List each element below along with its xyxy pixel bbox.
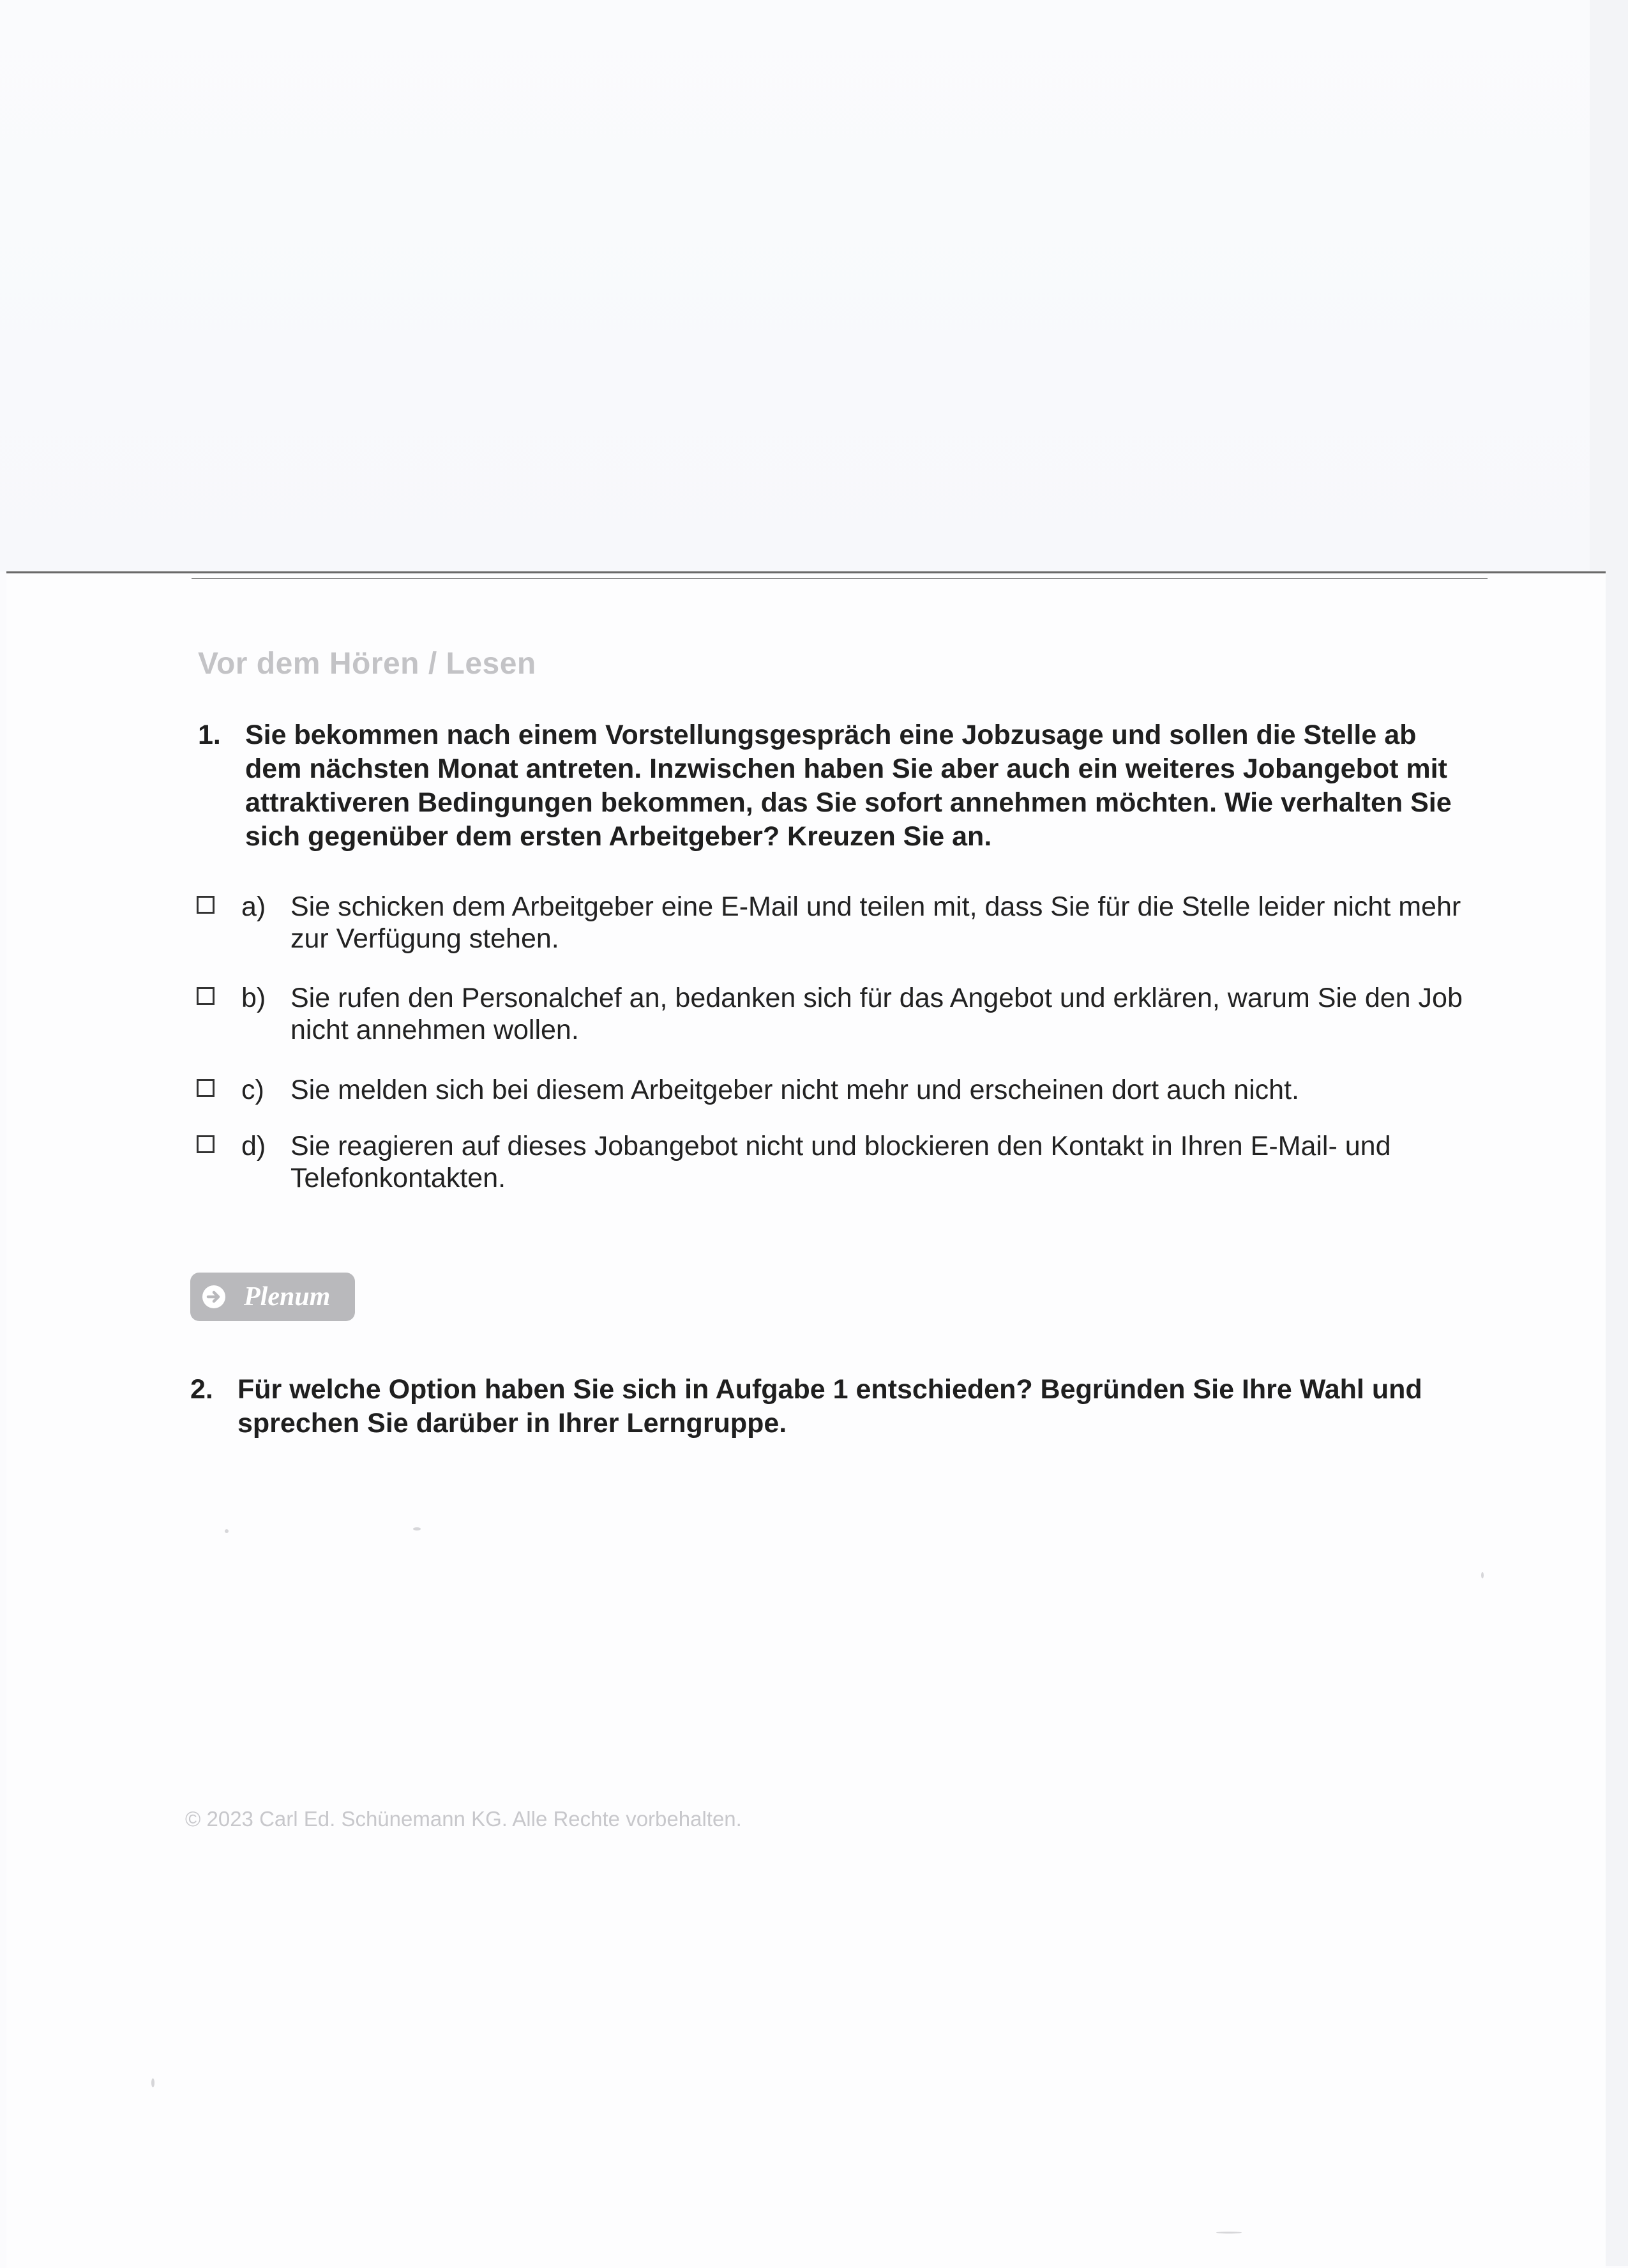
option-b-letter: b) bbox=[241, 983, 266, 1013]
scan-background-top bbox=[0, 0, 1590, 571]
task-1-number: 1. bbox=[198, 720, 221, 750]
option-c-checkbox[interactable] bbox=[197, 1079, 215, 1097]
task-1 bbox=[198, 718, 1475, 865]
scan-speck bbox=[1216, 2232, 1242, 2234]
option-b-checkbox[interactable] bbox=[197, 987, 215, 1005]
scan-speck bbox=[1481, 1572, 1484, 1578]
option-d-checkbox[interactable] bbox=[197, 1135, 215, 1153]
plenum-label: Plenum bbox=[244, 1282, 331, 1312]
option-a bbox=[197, 891, 1473, 961]
page-fold-line bbox=[192, 578, 1488, 579]
option-c bbox=[197, 1074, 1473, 1112]
option-b-text: Sie rufen den Personalchef an, bedanken sich für das Angebot und erklären, warum Sie den Job nicht annehmen wollen. bbox=[290, 983, 1463, 1045]
option-d-letter: d) bbox=[241, 1131, 266, 1161]
option-d bbox=[197, 1130, 1473, 1200]
task-1-text: Sie bekommen nach einem Vorstellungsgespräch eine Jobzusage und sollen die Stelle ab dem nächsten Monat antreten. Inzwischen haben Sie aber auch ein weiteres Jobangebot mit attraktiveren Bedingungen bekommen, das Sie sofort annehmen möchten. Wie verhalten Sie sich gegenüber dem ersten Arbeitgeber? Kreuzen Sie an. bbox=[245, 720, 1452, 852]
option-b bbox=[197, 982, 1473, 1052]
option-d-text: Sie reagieren auf dieses Jobangebot nicht und blockieren den Kontakt in Ihren E-Mail- und Telefonkontakten. bbox=[290, 1131, 1391, 1193]
option-a-checkbox[interactable] bbox=[197, 896, 215, 914]
scan-speck bbox=[225, 1529, 229, 1533]
arrow-right-circle-icon bbox=[202, 1285, 226, 1309]
task-2-text: Für welche Option haben Sie sich in Aufgabe 1 entschieden? Begründen Sie Ihre Wahl und sprechen Sie darüber in Ihrer Lerngruppe. bbox=[237, 1374, 1422, 1439]
option-c-letter: c) bbox=[241, 1075, 264, 1105]
task-2-number: 2. bbox=[190, 1374, 213, 1405]
option-a-text: Sie schicken dem Arbeitgeber eine E-Mail und teilen mit, dass Sie für die Stelle leider nicht mehr zur Verfügung stehen. bbox=[290, 891, 1461, 954]
plenum-badge bbox=[190, 1273, 355, 1321]
scan-speck bbox=[413, 1527, 421, 1531]
scan-speck bbox=[151, 2078, 155, 2087]
section-title: Vor dem Hören / Lesen bbox=[198, 647, 536, 681]
option-a-letter: a) bbox=[241, 891, 266, 922]
copyright-notice: © 2023 Carl Ed. Schünemann KG. Alle Rechte vorbehalten. bbox=[185, 1807, 742, 1831]
task-2 bbox=[190, 1373, 1467, 1449]
option-c-text: Sie melden sich bei diesem Arbeitgeber nicht mehr und erscheinen dort auch nicht. bbox=[290, 1075, 1299, 1105]
